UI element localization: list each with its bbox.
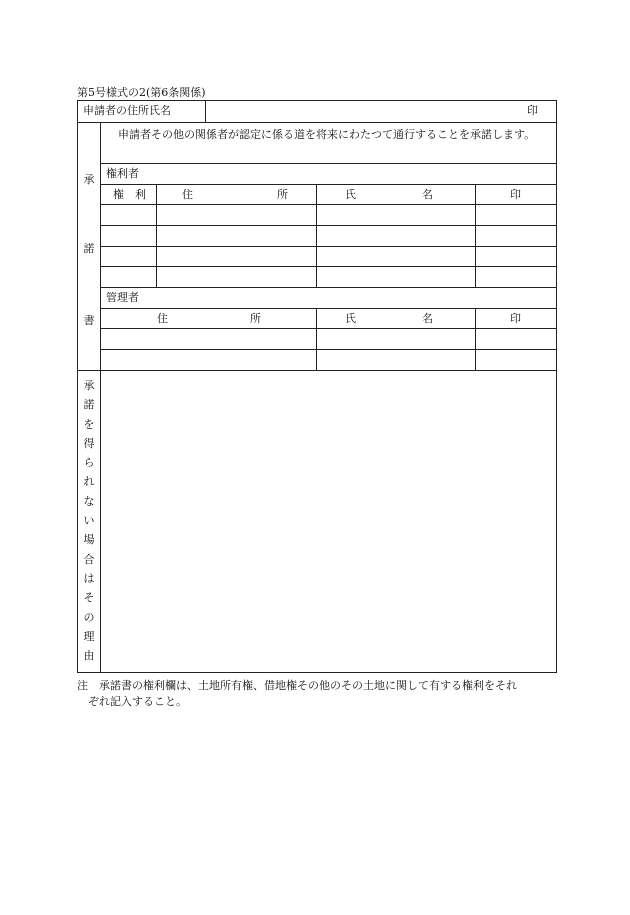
reason-char: な <box>83 494 95 508</box>
rights-header-right: 権 利 <box>113 188 146 201</box>
reason-char: 理 <box>83 629 95 643</box>
rights-row-1-bottom <box>100 225 557 226</box>
rights-header-seal: 印 <box>510 188 521 201</box>
applicant-row-bottom <box>77 122 557 123</box>
applicant-label: 申請者の住所氏名 <box>83 104 171 117</box>
managers-header-bottom <box>100 328 557 329</box>
rights-header-address-1: 住 <box>182 188 193 201</box>
reason-char: そ <box>83 591 95 605</box>
applicant-divider <box>205 100 206 122</box>
rights-header-bottom <box>100 204 557 205</box>
consent-section-bottom <box>77 370 557 371</box>
reason-char: 諾 <box>83 398 95 412</box>
reason-char: い <box>83 514 95 528</box>
rights-col-address-divider <box>316 184 317 287</box>
consent-side-char-1: 承 <box>83 173 95 186</box>
managers-label-bottom <box>100 308 557 309</box>
rights-label-bottom <box>100 184 557 185</box>
reason-char: の <box>83 610 95 624</box>
managers-header-seal: 印 <box>510 312 521 325</box>
rights-header-name-1: 氏 <box>345 188 356 201</box>
rights-row-3-bottom <box>100 266 557 267</box>
reason-char: 得 <box>83 436 95 450</box>
rights-col-name-divider <box>475 184 476 287</box>
frame-left <box>77 100 78 673</box>
managers-col-address-divider <box>316 308 317 370</box>
reason-char: れ <box>83 475 95 489</box>
managers-label: 管理者 <box>106 291 139 304</box>
managers-row-1-bottom <box>100 349 557 350</box>
managers-header-address-2: 所 <box>250 312 261 325</box>
reason-side-label <box>81 376 97 665</box>
rights-header-name-2: 名 <box>422 188 433 201</box>
note-line-2: ぞれ記入すること。 <box>88 695 187 708</box>
reason-char: 由 <box>83 649 95 663</box>
rights-col-right-divider <box>156 184 157 287</box>
statement-bottom <box>100 163 557 164</box>
managers-col-name-divider <box>475 308 476 370</box>
rights-header-address-2: 所 <box>277 188 288 201</box>
rights-row-2-bottom <box>100 246 557 247</box>
consent-side-char-3: 書 <box>83 314 95 327</box>
applicant-seal-mark: 印 <box>527 104 538 117</box>
consent-side-char-2: 諾 <box>83 242 95 255</box>
reason-char: を <box>83 417 95 431</box>
note-prefix: 注 <box>77 679 88 692</box>
managers-header-address-1: 住 <box>157 312 168 325</box>
managers-header-name-2: 名 <box>422 312 433 325</box>
reason-char: 承 <box>83 379 95 392</box>
reason-char: は <box>83 571 95 585</box>
frame-bottom <box>77 672 557 673</box>
reason-char: ら <box>83 456 95 470</box>
note-line-1: 承諾書の権利欄は、土地所有権、借地権その他のその土地に関して有する権利をそれ <box>99 679 517 692</box>
frame-top <box>77 100 557 101</box>
managers-header-name-1: 氏 <box>345 312 356 325</box>
reason-char: 合 <box>83 552 95 566</box>
reason-char: 場 <box>83 533 95 547</box>
rights-row-4-bottom <box>100 287 557 288</box>
frame-right <box>556 100 557 673</box>
form-title: 第5号様式の2(第6条関係) <box>77 86 206 99</box>
rights-holders-label: 権利者 <box>106 167 139 180</box>
consent-statement: 申請者その他の関係者が認定に係る道を将来にわたつて通行することを承諾します。 <box>118 128 536 141</box>
